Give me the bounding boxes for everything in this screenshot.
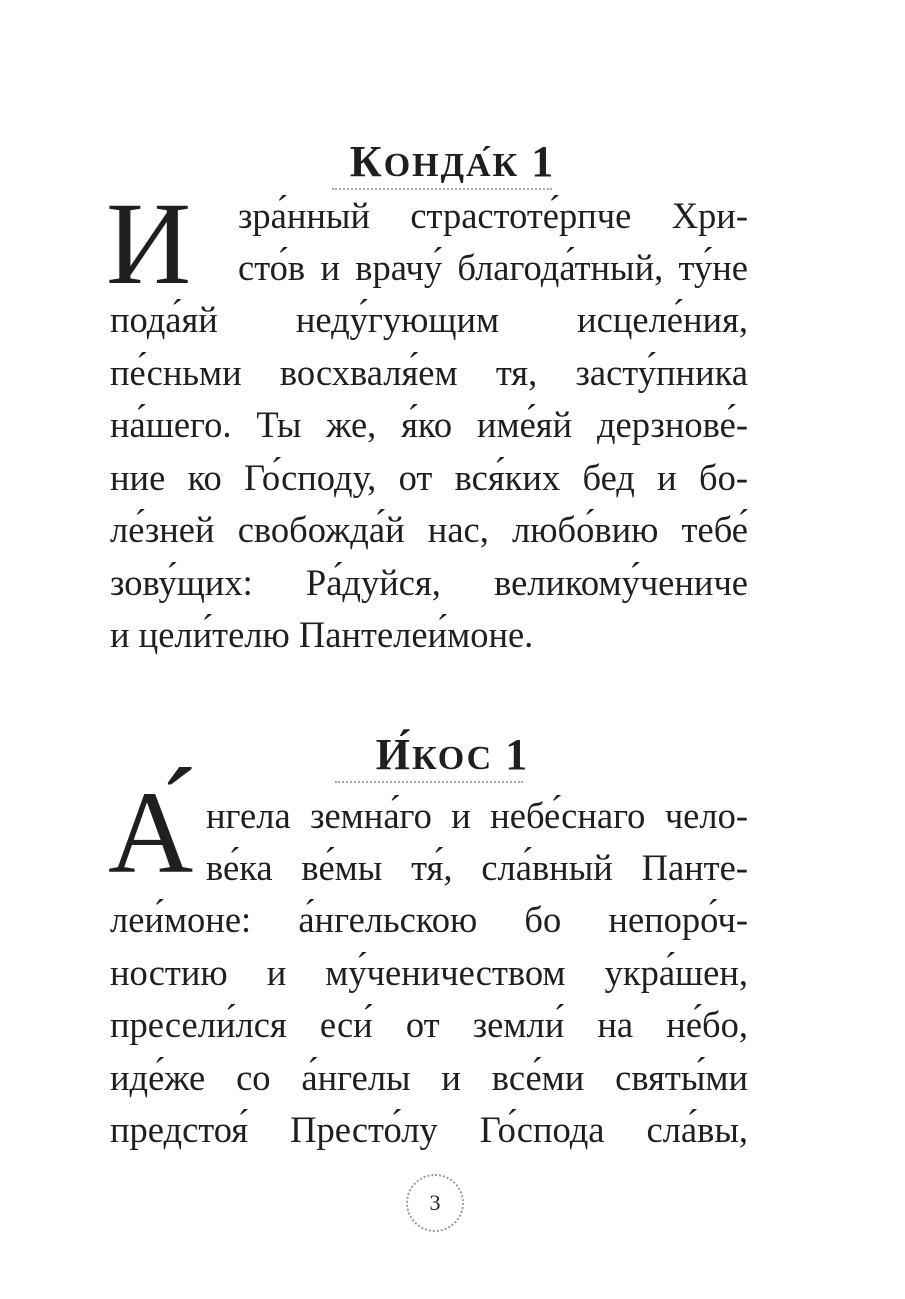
text-line: предстоя́ Престо́лу Го́спода сла́вы, — [110, 1109, 748, 1150]
text-line: иде́же со а́нгелы и все́ми святы́ми — [110, 1057, 748, 1098]
heading-initial: И́ — [375, 730, 412, 779]
text-line: ние ко Го́споду, от вся́ких бед и бо- — [110, 457, 748, 498]
text-line: нгела земна́го и небе́снаго чело- — [206, 795, 748, 836]
heading-initial: К — [349, 137, 384, 186]
text-line: и цели́телю Пантелеи́моне. — [110, 614, 534, 655]
text-line: пе́сньми восхваля́ем тя, засту́пника — [110, 352, 748, 393]
text-line: ностию и му́ченичеством укра́шен, — [110, 952, 748, 993]
heading-dotted-rule — [335, 781, 523, 783]
drop-cap: И — [106, 178, 192, 309]
text-line: на́шего. Ты же, я́ко име́яй дерзнове́- — [110, 404, 748, 445]
drop-cap: А́ — [108, 767, 194, 898]
heading-number: 1 — [505, 730, 530, 779]
text-line: сто́в и врачу́ благода́тный, ту́не — [238, 247, 748, 288]
text-line: ле́зней свобожда́й нас, любо́вию тебе́ — [110, 509, 748, 550]
text-line: зра́нный страстоте́рпче Хри- — [238, 195, 748, 236]
text-line: пода́яй неду́гующим исцеле́ния, — [110, 299, 748, 340]
text-line: леи́моне: а́нгельскою бо непоро́ч- — [110, 899, 748, 940]
text-line: зову́щих: Ра́дуйся, великому́чениче — [110, 562, 748, 603]
heading-rest: ОНДА́К — [383, 147, 520, 184]
text-line: ве́ка ве́мы тя́, сла́вный Панте- — [206, 847, 748, 888]
page-number: 3 — [406, 1174, 464, 1232]
heading-rest: КОС — [412, 740, 494, 777]
text-line: пресели́лся еси́ от земли́ на не́бо, — [110, 1004, 748, 1045]
heading-number: 1 — [531, 137, 556, 186]
